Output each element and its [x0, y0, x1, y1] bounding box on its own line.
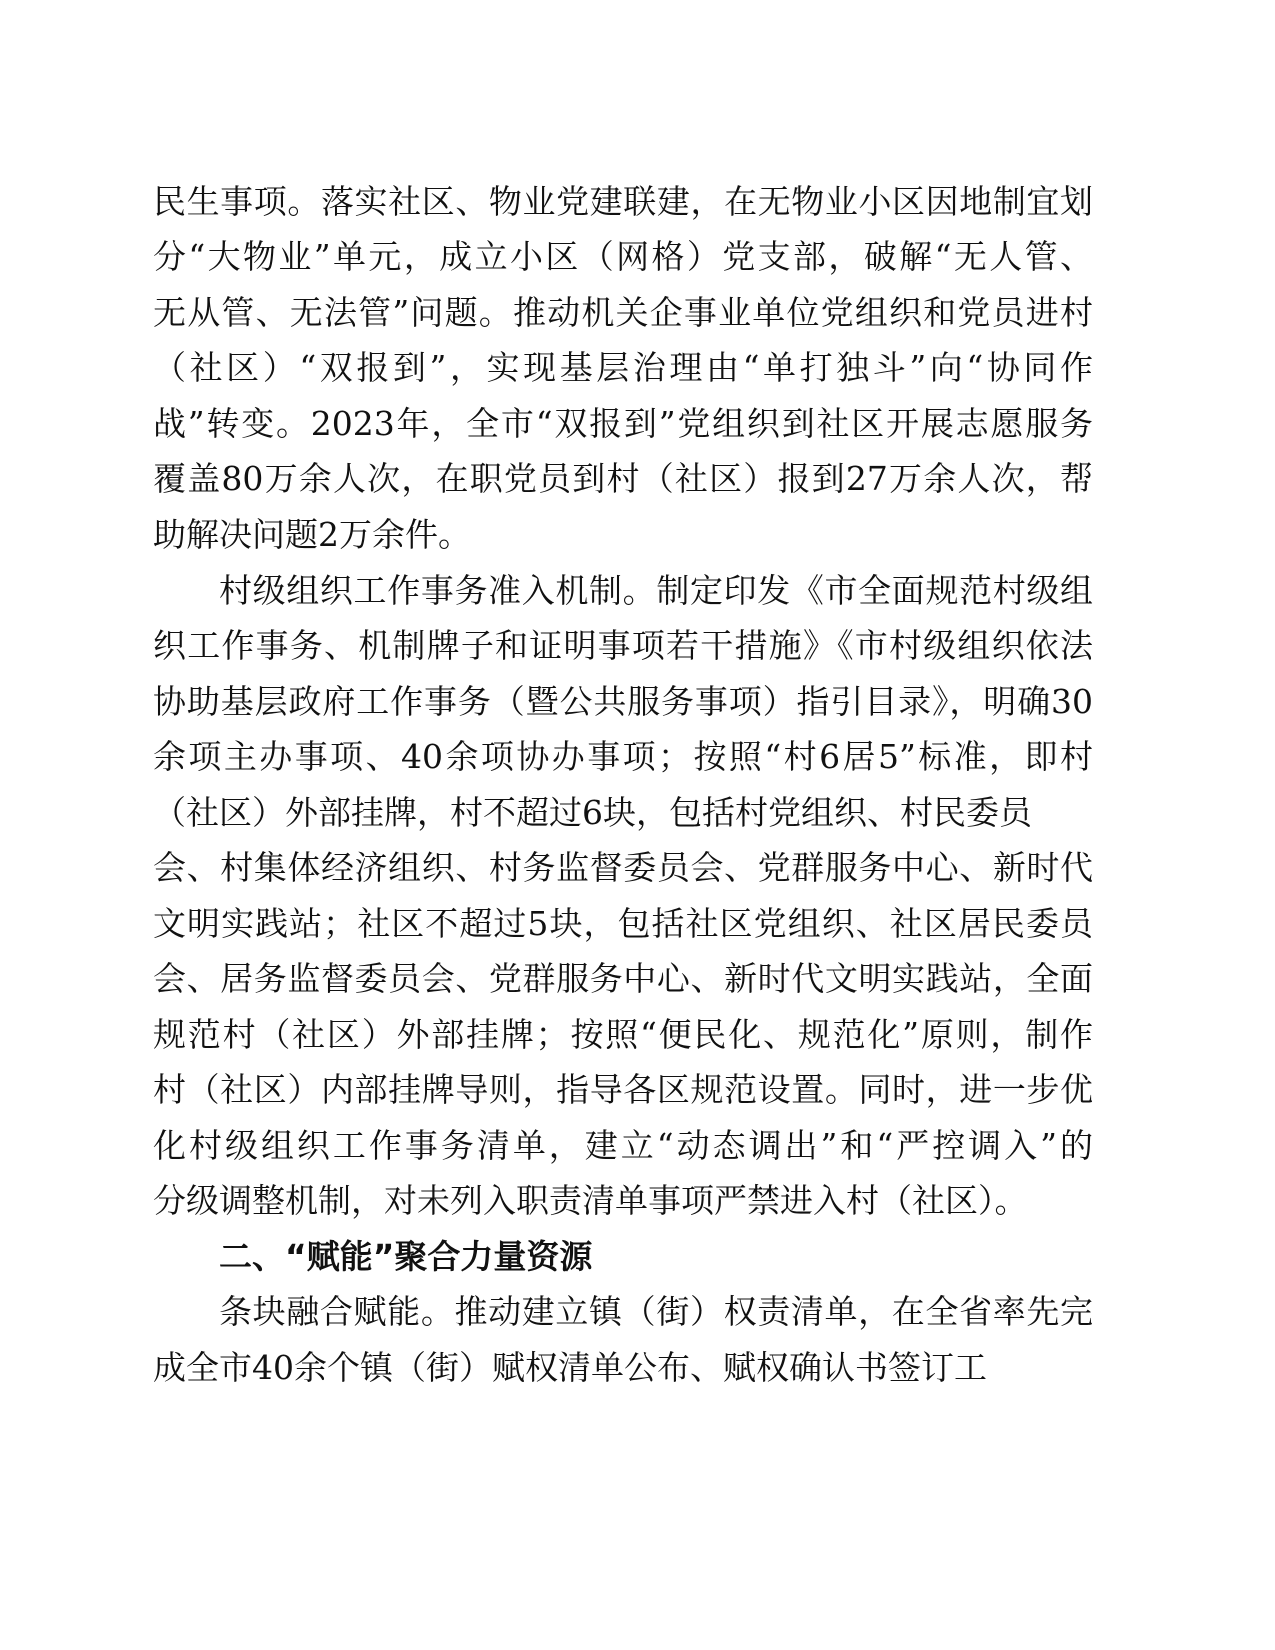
paragraph-2-line-2: 织工作事务、机制牌子和证明事项若干措施》《市村级组织依法 — [153, 626, 1093, 665]
paragraph-2-line-6: 会、村集体经济组织、村务监督委员会、党群服务中心、新时代 — [153, 848, 1093, 887]
paragraph-2-line-7: 文明实践站；社区不超过5块，包括社区党组织、社区居民委员 — [153, 904, 1093, 943]
paragraph-2-line-11: 化村级组织工作事务清单，建立“动态调出”和“严控调入”的 — [153, 1126, 1093, 1165]
paragraph-2-line-8: 会、居务监督委员会、党群服务中心、新时代文明实践站，全面 — [153, 959, 1093, 998]
paragraph-2-line-9: 规范村（社区）外部挂牌；按照“便民化、规范化”原则，制作 — [153, 1015, 1093, 1054]
paragraph-3-line-1: 条块融合赋能。推动建立镇（街）权责清单，在全省率先完 — [219, 1292, 1093, 1331]
paragraph-2-line-3: 协助基层政府工作事务（暨公共服务事项）指引目录》，明确30 — [153, 682, 1093, 721]
paragraph-1-line-1: 民生事项。落实社区、物业党建联建，在无物业小区因地制宜划 — [153, 182, 1093, 221]
paragraph-1-line-3: 无从管、无法管”问题。推动机关企事业单位党组织和党员进村 — [153, 293, 1093, 332]
section-heading: 二、“赋能”聚合力量资源 — [219, 1237, 593, 1276]
paragraph-1-line-5: 战”转变。2023年，全市“双报到”党组织到社区开展志愿服务 — [153, 404, 1093, 443]
paragraph-3-line-2: 成全市40余个镇（街）赋权清单公布、赋权确认书签订工 — [153, 1348, 987, 1387]
paragraph-1-line-2: 分“大物业”单元，成立小区（网格）党支部，破解“无人管、 — [153, 237, 1093, 276]
paragraph-2-line-1: 村级组织工作事务准入机制。制定印发《市全面规范村级组 — [219, 571, 1093, 610]
paragraph-2-line-5: （社区）外部挂牌，村不超过6块，包括村党组织、村民委员 — [153, 793, 1032, 832]
paragraph-2-line-4: 余项主办事项、40余项协办事项；按照“村6居5”标准，即村 — [153, 737, 1093, 776]
paragraph-1-line-4: （社区）“双报到”，实现基层治理由“单打独斗”向“协同作 — [153, 348, 1093, 387]
paragraph-2-line-12: 分级调整机制，对未列入职责清单事项严禁进入村（社区）。 — [153, 1181, 1028, 1220]
paragraph-1-line-6: 覆盖80万余人次，在职党员到村（社区）报到27万余人次，帮 — [153, 459, 1093, 498]
paragraph-1-line-7: 助解决问题2万余件。 — [153, 515, 471, 554]
paragraph-2-line-10: 村（社区）内部挂牌导则，指导各区规范设置。同时，进一步优 — [153, 1070, 1093, 1109]
